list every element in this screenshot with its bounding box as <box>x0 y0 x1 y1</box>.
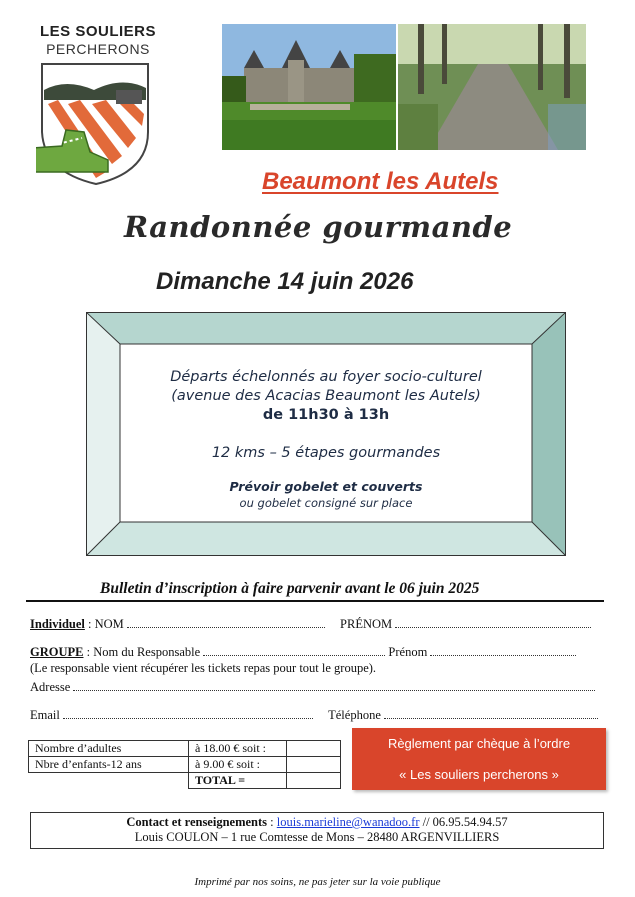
info-cup: ou gobelet consigné sur place <box>239 496 413 510</box>
forest-path-photo <box>398 24 586 150</box>
payment-box <box>352 728 606 790</box>
info-bring: Prévoir gobelet et couverts <box>229 479 423 494</box>
individuel-label: Individuel <box>30 617 85 631</box>
logo-title: LES SOULIERS <box>39 23 157 40</box>
children-total-field[interactable] <box>287 757 341 773</box>
telephone-label: Téléphone <box>328 708 381 722</box>
club-logo-shield <box>36 60 152 188</box>
nom-field[interactable] <box>127 618 325 628</box>
individual-row <box>30 617 591 632</box>
total-label: TOTAL = <box>189 773 287 789</box>
email-label: Email <box>30 708 60 722</box>
total-field[interactable] <box>287 773 341 789</box>
contact-label: Contact et renseignements <box>126 815 268 829</box>
event-title: Randonnée gourmande <box>124 210 513 244</box>
prenom-field[interactable] <box>395 618 591 628</box>
prenom-label: PRÉNOM <box>340 617 393 631</box>
adults-label: Nombre d’adultes <box>29 741 189 757</box>
info-address: (avenue des Acacias Beaumont les Autels) <box>171 388 481 404</box>
table-row <box>29 757 341 773</box>
adresse-field[interactable] <box>73 681 595 691</box>
price-table <box>28 740 341 789</box>
table-row <box>29 741 341 757</box>
group-row <box>30 645 576 660</box>
contact-box: Contact et renseignements : louis.marieline@wanadoo.fr // 06.95.54.94.57 Louis COULON – 1 rue Comtesse de Mons – 28480 ARGENVILLIERS <box>30 812 604 849</box>
adults-total-field[interactable] <box>287 741 341 757</box>
groupe-label: GROUPE <box>30 645 84 659</box>
email-field[interactable] <box>63 709 313 719</box>
contact-email-link[interactable]: louis.marieline@wanadoo.fr <box>276 815 420 829</box>
adresse-label: Adresse <box>30 680 71 694</box>
responsable-field[interactable] <box>203 646 385 656</box>
children-price: à 9.00 € soit : <box>189 757 287 773</box>
footer-note: Imprimé par nos soins, ne pas jeter sur la voie publique <box>194 876 441 888</box>
castle-photo <box>222 24 396 150</box>
children-label: Nbre d’enfants-12 ans <box>29 757 189 773</box>
responsable-note: (Le responsable vient récupérer les tickets repas pour tout le groupe). <box>30 661 377 675</box>
event-info <box>120 344 532 522</box>
info-departure: Départs échelonnés au foyer socio-culturel <box>170 369 482 385</box>
contact-row <box>30 708 598 723</box>
logo-subtitle: PERCHERONS <box>46 41 150 57</box>
town-heading: Beaumont les Autels <box>262 168 499 195</box>
form-title: Bulletin d’inscription à faire parvenir avant le 06 juin 2025 <box>100 580 480 597</box>
adults-price: à 18.00 € soit : <box>189 741 287 757</box>
table-row <box>29 773 341 789</box>
nom-label: : NOM <box>88 617 124 631</box>
contact-phone: // 06.95.54.94.57 <box>419 815 508 829</box>
payment-line2: « Les souliers percherons » <box>399 767 559 782</box>
info-distance: 12 kms – 5 étapes gourmandes <box>211 445 441 461</box>
event-date: Dimanche 14 juin 2026 <box>156 268 414 295</box>
info-time: de 11h30 à 13h <box>262 407 390 423</box>
address-row <box>30 680 595 695</box>
responsable-label: : Nom du Responsable <box>86 645 201 659</box>
contact-address: Louis COULON – 1 rue Comtesse de Mons – 28480 ARGENVILLIERS <box>134 830 500 844</box>
form-divider <box>26 600 604 602</box>
payment-line1: Règlement par chèque à l’ordre <box>387 736 571 751</box>
prenom2-label: Prénom <box>388 645 428 659</box>
telephone-field[interactable] <box>384 709 598 719</box>
prenom2-field[interactable] <box>430 646 576 656</box>
